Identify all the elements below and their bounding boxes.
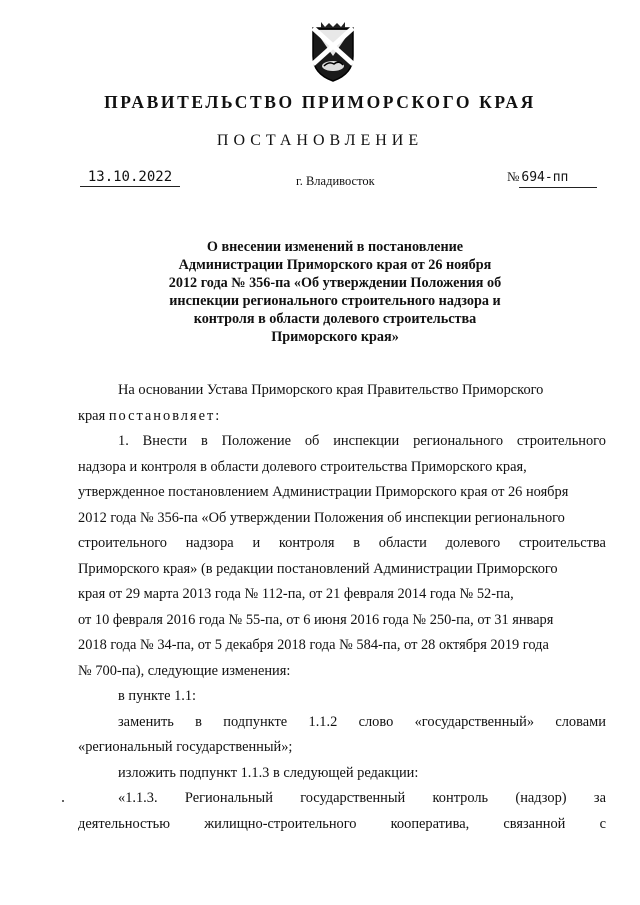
body-line: На основании Устава Приморского края Правительство Приморского (118, 382, 544, 398)
heading-line: О внесении изменений в постановление (206, 239, 464, 255)
body-word: «государственный» (414, 713, 535, 730)
body-word: жилищно-строительного (204, 815, 357, 832)
body-word: в (195, 713, 202, 730)
body-line: «региональный государственный»; (78, 739, 293, 755)
body-word: надзора (185, 535, 234, 551)
document-body (78, 378, 606, 837)
body-word: кооператива, (390, 815, 470, 832)
body-line: утвержденное постановлением Администрации Приморского края от 26 ноября (78, 484, 569, 500)
body-line: изложить подпункт 1.1.3 в следующей редакции: (118, 764, 419, 781)
document-date: 13.10.2022 (80, 168, 180, 187)
body-word: строительства (518, 535, 606, 551)
body-word: инспекции (333, 433, 400, 449)
body-word: Региональный (184, 790, 273, 806)
body-line: Приморского края» (в редакции постановлений Администрации Приморского (78, 560, 558, 577)
body-line (78, 710, 606, 736)
heading-line: контроля в области долевого строительства (193, 311, 477, 327)
body-line (78, 786, 606, 812)
body-line: № 700-па), следующие изменения: (78, 662, 291, 679)
body-word: контроля (278, 535, 335, 551)
body-word: в (353, 535, 361, 551)
body-word: подпункте (223, 713, 288, 730)
document-type: ПОСТАНОВЛЕНИЕ (216, 132, 424, 149)
body-word: строительного (78, 535, 167, 551)
body-word: деятельностью (78, 815, 170, 832)
body-word: регионального (413, 433, 504, 449)
body-line (78, 531, 606, 557)
body-word: края (78, 407, 106, 424)
scan-speck (62, 800, 64, 802)
body-line (78, 812, 606, 838)
body-word: долевого (445, 535, 501, 551)
body-line: 2018 года № 34-па, от 5 декабря 2018 года № 584-па, от 28 октября 2019 года (78, 637, 549, 653)
coat-of-arms-icon (307, 20, 359, 84)
body-word: «1.1.3. (118, 790, 158, 806)
number-sign: № (507, 169, 520, 184)
body-word: Внести (142, 433, 188, 449)
body-word: контроль (432, 790, 489, 806)
body-line: 2012 года № 356-па «Об утверждении Положения об инспекции регионального (78, 509, 565, 526)
body-line (78, 404, 606, 430)
body-line: от 10 февраля 2016 года № 55-па, от 6 июня 2016 года № 250-па, от 31 января (78, 611, 554, 628)
document-city: г. Владивосток (296, 174, 375, 188)
body-word: об (304, 433, 320, 449)
body-word: и (252, 535, 261, 551)
body-line: края от 29 марта 2013 года № 112-па, от 21 февраля 2014 года № 52-па, (78, 586, 514, 602)
body-word: государственный (300, 790, 406, 806)
body-word: словами (555, 713, 606, 730)
heading-line: Администрации Приморского края от 26 ноября (178, 257, 492, 273)
heading-line: Приморского края» (271, 329, 399, 345)
body-line: надзора и контроля в области долевого строительства Приморского края, (78, 458, 527, 475)
body-word-spaced: постановляет: (108, 407, 222, 424)
body-word: (надзор) (515, 790, 567, 806)
government-title: ПРАВИТЕЛЬСТВО ПРИМОРСКОГО КРАЯ (104, 92, 536, 112)
body-word: заменить (118, 713, 174, 730)
body-word: 1.1.2 (308, 713, 338, 730)
body-word: слово (358, 713, 394, 730)
body-word: области (378, 535, 427, 551)
body-line (78, 429, 606, 455)
body-word: Положение (221, 433, 291, 449)
document-number (507, 168, 599, 188)
body-word: строительного (516, 433, 606, 449)
body-word: 1. (118, 433, 129, 449)
heading-line: инспекции регионального строительного надзора и (169, 293, 501, 309)
body-word: в (200, 433, 208, 449)
body-word: с (599, 815, 606, 832)
body-word: за (593, 790, 606, 806)
number-value: 694-пп (519, 169, 597, 188)
document-heading (140, 238, 530, 346)
body-line: в пункте 1.1: (118, 688, 197, 704)
body-word: связанной (503, 815, 566, 832)
heading-line: 2012 года № 356-па «Об утверждении Положения об (168, 275, 502, 291)
